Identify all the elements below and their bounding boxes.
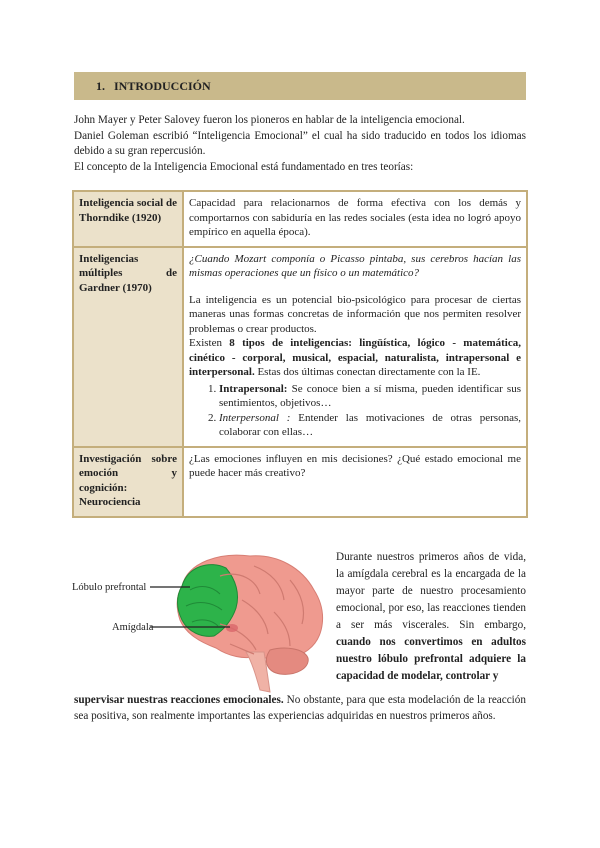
section-heading [74,72,526,100]
types-prefix: Existen [189,337,230,349]
list-text: Se conoce bien a sí misma, pueden identificar sus sentimientos, objetivos… [219,382,521,409]
list-item [219,411,521,440]
theory-description: ¿Las emociones influyen en mis decisiones? ¿Qué estado emocional me puede hacer más creativo? [183,447,527,517]
intro-paragraph-3: El concepto de la Inteligencia Emocional está fundamentado en tres teorías: [74,160,414,173]
intro-paragraph-1: John Mayer y Peter Salovey fueron los pioneros en hablar de la inteligencia emocional. [74,114,465,126]
theory-description [183,247,527,447]
table-row [73,191,527,247]
types-suffix: Estas dos últimas conectan directamente con la IE. [254,366,481,378]
gardner-definition: La inteligencia es un potencial bio-psicológico para procesar de ciertas maneras unas formas concretas de información que nos permiten resolver problemas o crear productos. [189,293,521,335]
label-amygdala: Amígdala [112,622,154,633]
theories-table [72,190,528,518]
intelligence-list [189,382,521,440]
theory-description: Capacidad para relacionarnos de forma efectiva con los demás y comportarnos con sabiduría en las redes sociales (esta idea no logró apoyo empírico en aquella época). [183,191,527,247]
section-number: 1. [96,79,105,93]
theory-name: Inteligencia social de Thorndike (1920) [73,191,183,247]
label-prefrontal: Lóbulo prefrontal [72,582,147,593]
section-title: INTRODUCCIÓN [114,79,211,93]
side-text-normal: Durante nuestros primeros años de vida, la amígdala cerebral es la encargada de la mayor parte de nuestro procesamiento emocional, por eso, las reacciones tienden a ser más viscerales. Sin embargo, [336,551,526,631]
list-term: Interpersonal : [219,411,291,424]
bottom-paragraph [74,692,526,724]
theory-name: Inteligencias múltiples de Gardner (1970) [73,247,183,447]
bottom-text-normal: No obstante, para que esta modelación de la reacción sea positiva, son realmente importantes las experiencias adquiridas en nuestros primeros años. [74,694,526,722]
bottom-text-bold: supervisar nuestras reacciones emocionales. [74,694,284,706]
table-row [73,447,527,517]
side-paragraph [336,549,526,685]
types-list-bold: 8 tipos de inteligencias: lingüística, lógico - matemática, cinético - corporal, musical, espacial, naturalista, intrapersonal e interpersonal. [189,337,521,378]
brain-cerebellum [266,648,308,674]
gardner-types [189,336,521,380]
table-row [73,247,527,447]
brain-diagram [70,550,330,700]
list-text: Entender las motivaciones de otras personas, colaborar con ellas… [219,411,521,438]
amygdala-region [226,624,238,632]
intro-paragraph-2: Daniel Goleman escribió “Inteligencia Emocional” el cual ha sido traducido en todos los idiomas debido a su gran repercusión. [74,129,526,157]
theory-name: Investigación sobre emoción y cognición: Neurociencia [73,447,183,517]
intro-text [74,113,526,175]
list-term: Intrapersonal: [219,382,288,395]
list-item [219,382,521,411]
side-text-bold: cuando nos convertimos en adultos nuestro lóbulo prefrontal adquiere la capacidad de modelar, controlar y [336,636,526,682]
gardner-question: ¿Cuando Mozart componía o Picasso pintaba, sus cerebros hacían las mismas operaciones que un físico o un matemático? [189,252,521,279]
